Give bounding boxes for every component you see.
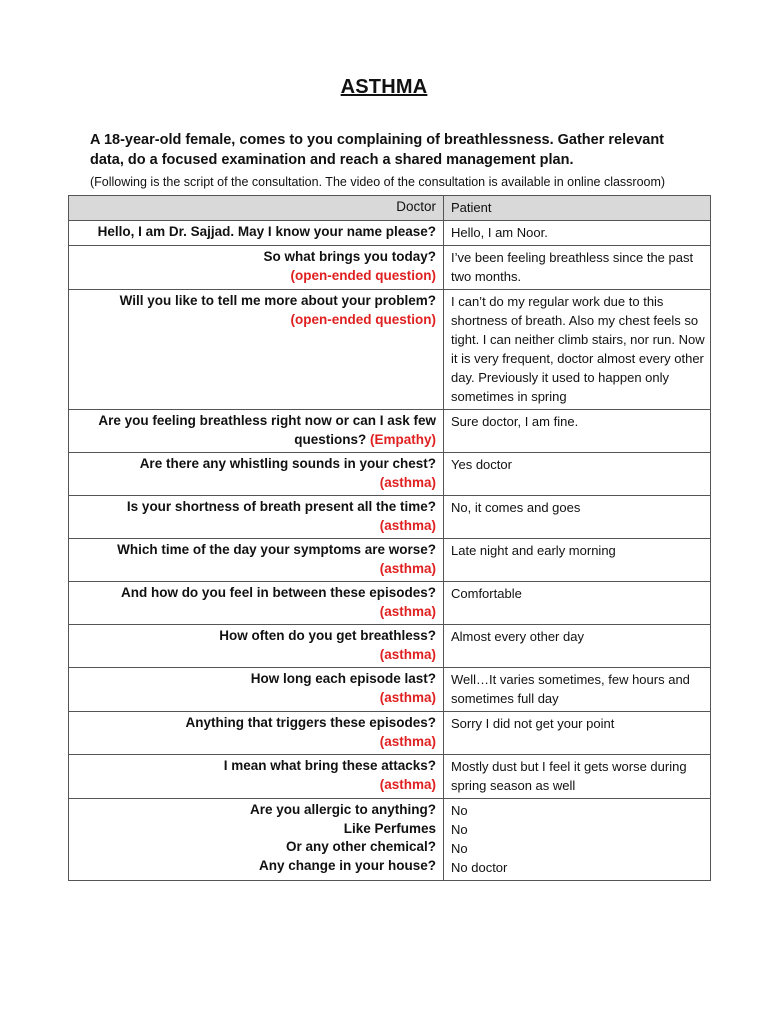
doctor-line — [69, 290, 444, 410]
question-type-tag: (asthma) — [379, 689, 436, 705]
doctor-text: Are you feeling breathless right now or can I ask few questions? — [98, 413, 436, 447]
patient-line — [444, 799, 711, 881]
patient-line — [444, 539, 711, 582]
table-row — [69, 712, 711, 755]
table-row — [69, 625, 711, 668]
patient-text: Comfortable — [451, 586, 522, 601]
table-row — [69, 582, 711, 625]
patient-line — [444, 712, 711, 755]
table-row — [69, 453, 711, 496]
patient-text: No — [451, 803, 468, 818]
doctor-line — [69, 453, 444, 496]
patient-line — [444, 755, 711, 799]
doctor-text: Are you allergic to anything? — [249, 802, 436, 817]
script-note: (Following is the script of the consultation. The video of the consultation is available in online classroom) — [90, 175, 666, 189]
patient-line — [444, 246, 711, 290]
patient-line — [444, 582, 711, 625]
question-type-tag: (asthma) — [379, 733, 436, 749]
patient-text: Sorry I did not get your point — [451, 716, 615, 731]
doctor-text: So what brings you today? — [263, 249, 436, 264]
question-type-tag: (open-ended question) — [290, 267, 436, 283]
doctor-line — [69, 221, 444, 246]
doctor-text: Which time of the day your symptoms are worse? — [117, 542, 436, 557]
patient-text: No — [451, 822, 468, 837]
question-type-tag: (asthma) — [379, 474, 436, 490]
consultation-table — [68, 195, 711, 881]
table-row — [69, 799, 711, 881]
doctor-text: Anything that triggers these episodes? — [185, 715, 436, 730]
table-row — [69, 755, 711, 799]
patient-line — [444, 496, 711, 539]
patient-line — [444, 625, 711, 668]
doctor-line — [69, 246, 444, 290]
patient-line — [444, 410, 711, 453]
question-type-tag: (open-ended question) — [290, 311, 436, 327]
patient-text: Mostly dust but I feel it gets worse during spring season as well — [451, 759, 687, 793]
doctor-line — [69, 755, 444, 799]
patient-text: No, it comes and goes — [451, 500, 581, 515]
doctor-text: Or any other chemical? — [285, 839, 436, 854]
patient-text: I’ve been feeling breathless since the past two months. — [451, 250, 694, 284]
doctor-line — [69, 799, 444, 881]
doctor-text: Are there any whistling sounds in your chest? — [139, 456, 436, 471]
patient-column-header: Patient — [444, 196, 711, 221]
table-row — [69, 496, 711, 539]
doctor-text: Will you like to tell me more about your problem? — [119, 293, 436, 308]
doctor-text: And how do you feel in between these episodes? — [120, 585, 436, 600]
question-type-tag: (asthma) — [379, 646, 436, 662]
table-row — [69, 290, 711, 410]
table-row — [69, 246, 711, 290]
patient-text: Hello, I am Noor. — [451, 225, 548, 240]
document-title: ASTHMA — [340, 76, 428, 98]
question-type-tag: (Empathy) — [369, 431, 436, 447]
patient-line — [444, 453, 711, 496]
patient-text: Yes doctor — [451, 457, 512, 472]
patient-text: No doctor — [451, 860, 508, 875]
doctor-text: How often do you get breathless? — [219, 628, 436, 643]
doctor-column-header: Doctor — [69, 196, 444, 221]
question-type-tag: (asthma) — [379, 603, 436, 619]
doctor-line — [69, 582, 444, 625]
doctor-line — [69, 539, 444, 582]
table-header-row — [69, 196, 711, 221]
table-row — [69, 410, 711, 453]
question-type-tag: (asthma) — [379, 560, 436, 576]
table-row — [69, 668, 711, 712]
patient-line — [444, 668, 711, 712]
doctor-text: I mean what bring these attacks? — [223, 758, 436, 773]
doctor-line — [69, 625, 444, 668]
patient-text: No — [451, 841, 468, 856]
patient-line — [444, 221, 711, 246]
doctor-line — [69, 712, 444, 755]
table-row — [69, 539, 711, 582]
question-type-tag: (asthma) — [379, 517, 436, 533]
table-row — [69, 221, 711, 246]
patient-text: Sure doctor, I am fine. — [451, 414, 579, 429]
doctor-line — [69, 410, 444, 453]
doctor-text: Hello, I am Dr. Sajjad. May I know your name please? — [97, 224, 436, 239]
doctor-text: How long each episode last? — [250, 671, 436, 686]
doctor-text: Like Perfumes — [343, 820, 436, 836]
doctor-line — [69, 496, 444, 539]
patient-text: Late night and early morning — [451, 543, 616, 558]
patient-line — [444, 290, 711, 410]
patient-text: I can’t do my regular work due to this shortness of breath. Also my chest feels so tight. I can neither climb stairs, nor run. Now it is very frequent, doctor almost every other day. Previously it used to happen only sometimes in spring — [451, 294, 705, 404]
doctor-text: Is your shortness of breath present all the time? — [126, 499, 436, 514]
patient-text: Almost every other day — [451, 629, 584, 644]
case-intro: A 18-year-old female, comes to you complaining of breathlessness. Gather relevant data, do a focused examination and reach a shared management plan. — [90, 132, 665, 168]
patient-text: Well…It varies sometimes, few hours and sometimes full day — [451, 672, 690, 706]
doctor-line — [69, 668, 444, 712]
doctor-text: Any change in your house? — [258, 857, 436, 873]
question-type-tag: (asthma) — [379, 776, 436, 792]
